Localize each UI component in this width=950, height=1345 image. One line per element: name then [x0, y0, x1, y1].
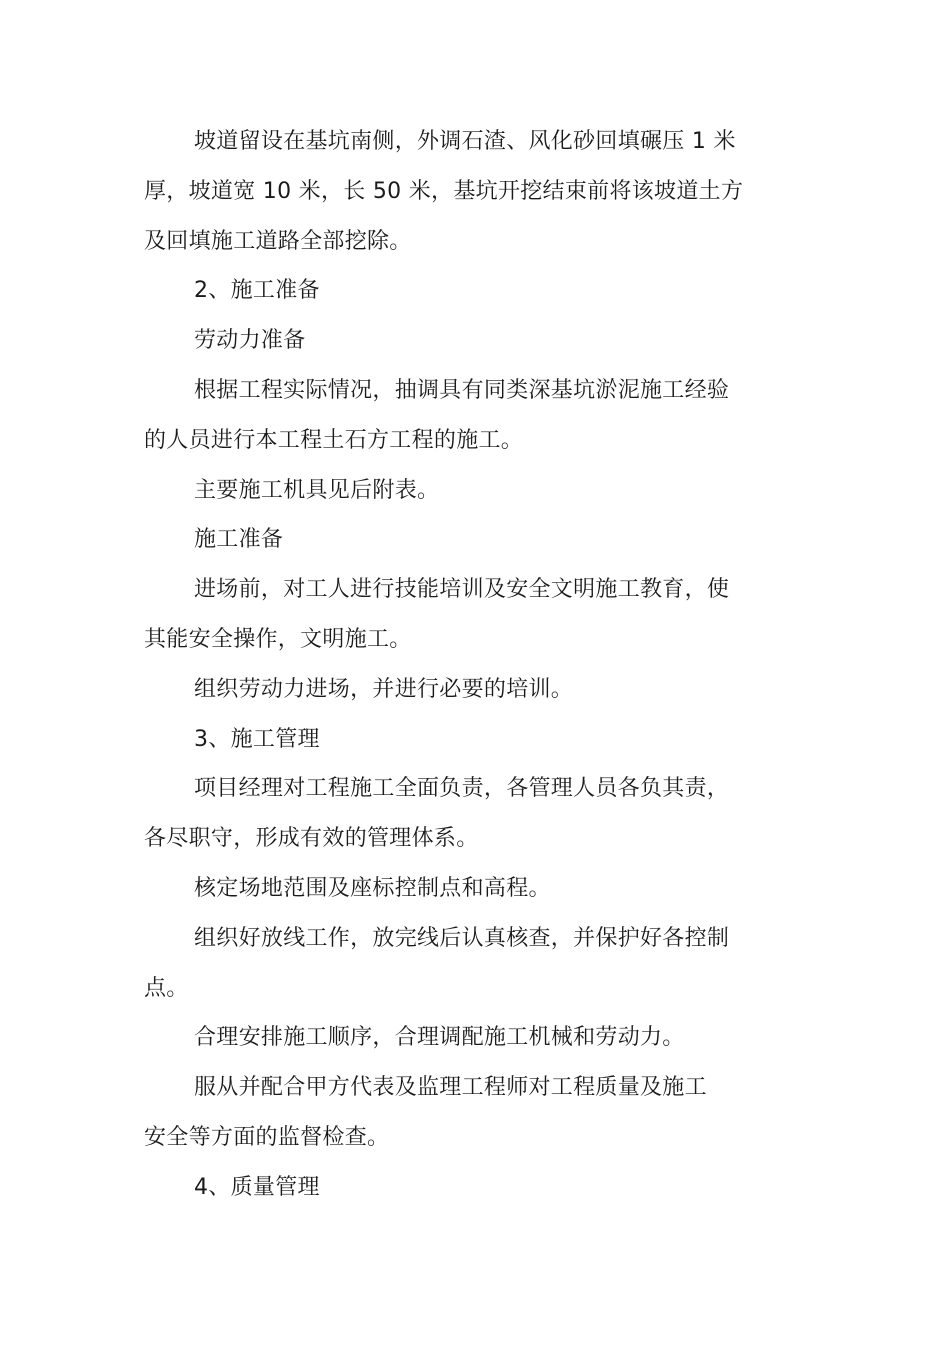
text-line: 合理安排施工顺序，合理调配施工机械和劳动力。: [194, 1025, 685, 1050]
section-heading: 2、施工准备: [194, 278, 320, 303]
text-line: 进场前，对工人进行技能培训及安全文明施工教育，使: [194, 577, 730, 602]
text-line: 各尽职守，形成有效的管理体系。: [144, 826, 479, 851]
text-line: 项目经理对工程施工全面负责，各管理人员各负其责，: [194, 776, 730, 801]
text-line: 安全等方面的监督检查。: [144, 1125, 390, 1150]
text-line: 厚，坡道宽 10 米，长 50 米，基坑开挖结束前将该坡道土方: [144, 179, 744, 204]
section-heading: 3、施工管理: [194, 727, 320, 752]
text-line: 组织好放线工作，放完线后认真核查，并保护好各控制: [194, 926, 730, 951]
subheading: 劳动力准备: [194, 328, 306, 353]
section-heading: 4、质量管理: [194, 1175, 320, 1200]
text-line: 组织劳动力进场，并进行必要的培训。: [194, 677, 574, 702]
text-line: 服从并配合甲方代表及监理工程师对工程质量及施工: [194, 1075, 707, 1100]
text-line: 根据工程实际情况，抽调具有同类深基坑淤泥施工经验: [194, 378, 730, 403]
text-line: 核定场地范围及座标控制点和高程。: [194, 876, 551, 901]
text-line: 其能安全操作，文明施工。: [144, 627, 412, 652]
text-line: 及回填施工道路全部挖除。: [144, 229, 412, 254]
text-line: 点。: [144, 976, 189, 1001]
text-line: 坡道留设在基坑南侧，外调石渣、风化砂回填碾压 1 米: [194, 129, 736, 154]
text-line: 主要施工机具见后附表。: [194, 478, 440, 503]
subheading: 施工准备: [194, 527, 284, 552]
text-line: 的人员进行本工程土石方工程的施工。: [144, 428, 524, 453]
